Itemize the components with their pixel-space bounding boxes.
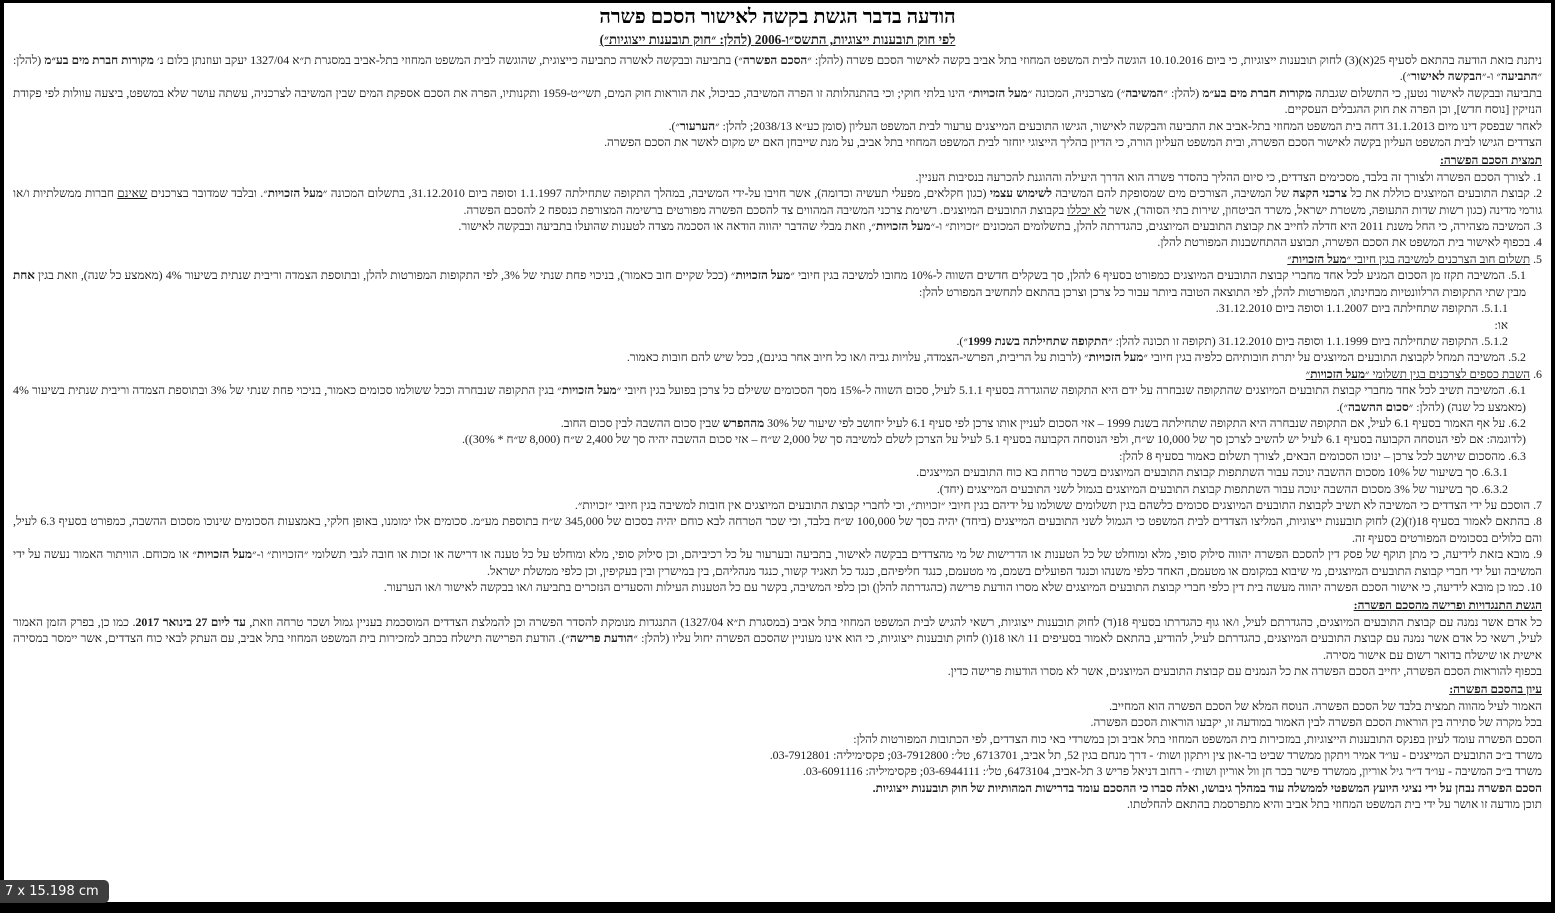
settlement-notice-document <box>4 3 1551 902</box>
list-item: 5.1.1. התקופה שתחילתה ביום 1.1.2007 וסופה ביום 31.12.2010. <box>1215 301 1508 316</box>
list-item: 10. כמו כן מובא לידיעה, כי אישור הסכם הפשרה יהווה מעשה בית דין כלפי חברי קבוצת התובעים המיוצגים שלא מסרו הודעת פרישה (כהגדרתה להלן) וכן כלפי המשיבה, בקשר עם כל הטענות העילות והסעדים הנזכרים בתביעה ו/או בבקשה לאישור ו/או הערעור. <box>383 580 1542 594</box>
item-number: 6. <box>1530 366 1542 381</box>
list-item: 5.2. המשיבה תמחל לקבוצת התובעים המיוצגים על יתרת חובותיהם כלפיה בגין חיובי ״מעל הזכויות״ (לרבות על הריבית, הפרשי-הצמדה, עלויות גביה ו/או כל חיוב אחר בגינם), ככל שיש להם חובות כאמור. <box>626 350 1526 365</box>
document-body <box>13 52 1542 813</box>
list-item: 6.2. על אף האמור בסעיף 6.1 לעיל, אם התקופה שנבחרה היא התקופה שתחילתה בשנת 1999 – אזי הסכום לעניין אותו צרכן לפי סעיף 6.1 לעיל יחושב לפי שיעור של 30% מההפרש שבין סכום ההשבה לבין סכום החוב. <box>560 415 1526 430</box>
paragraph: ניתנת בזאת הודעה בהתאם לסעיף 25(א)(3) לחוק תובענות ייצוגיות, כי ביום 10.10.2016 הוגשה לבית המשפט המחוזי בתל אביב בקשה לאישור הסכם פשרה (להלן: ״הסכם הפשרה״) בתביעה ובבקשה לאשרה כתביעה כייצוגית, שהוגשה לבית המשפט המחוזי בתל-אביב במסגרת ת״א 1327/04 יעקב ועוזנתן בלום נ׳ מקורות חברת מים בע״מ (להלן: ״התביעה״ ו-״הבקשה לאישור״). <box>13 53 1543 84</box>
item-number: 10. <box>1524 580 1542 594</box>
dimensions-tooltip-text: x 15.198 cm <box>17 884 99 899</box>
item-number: 6.1. <box>1505 383 1527 398</box>
item-number: 7. <box>1530 497 1542 512</box>
paragraph: הסכם הפשרה עומד לעיון בפנקס התובענות הייצוגיות, במזכירות בית המשפט המחוזי בתל אביב וכן במשרדי באי כוח הצדדים, לפי הכתובות המפורטות להלן: <box>853 731 1542 746</box>
item-number: 5.1.2. <box>1478 333 1508 348</box>
section-heading: עיון בהסכם הפשרה: <box>1449 682 1542 697</box>
list-item: 8. בהתאם לאמור בסעיף 18(ז)(2) לחוק תובענות ייצוגיות, המליצו הצדדים לבית המשפט כי הגמול לשני התובעים המייצגים (ביחד) יהיה בסך של 100,000 ש״ח בלבד, וכי שכר הטרחה לבא כוחם יהיה בסכום של 345,000 ש״ח בתוספת מע״מ. סכומים אלו ימומנו, באופן חלקי, באמצעות הסכומים שינוכו מסכום ההשבה, כמפורט בסעיף 6.3 לעיל, והם כלולים בסכומים המפורטים בסעיף זה. <box>13 514 1542 545</box>
item-number: 2. <box>1529 186 1543 201</box>
item-number: 6.3. <box>1505 448 1526 463</box>
list-item: 6.1. המשיבה תשיב לכל אחד מחברי קבוצת התובעים המיוצגים שהתקופה שנבחרה על ידם היא התקופה שהוגדרה בסעיף 5.1.1 לעיל, סכום השווה ל-15% מסך הסכומים ששילם כל צרכן בפועל בגין חיובי ״מעל הזכויות״ בגין התקופה שנבחרה וככל ששולמו סכומים כאמור, בניכוי פחת שנתי של 3% ובתוספת הצמדה וריבית שנתית בשיעור 4% (מאמצע כל שנה) (להלן: ״סכום ההשבה״). <box>13 383 1527 414</box>
paragraph: האמור לעיל מהווה תמצית בלבד של הסכם הפשרה. הנוסח המלא של הסכם הפשרה הוא המחייב. <box>1109 698 1542 713</box>
paragraph: תוכן מודעה זו אושר על ידי בית המשפט המחוזי בתל אביב והיא מתפרסמת בהתאם להחלטתו. <box>1126 797 1542 812</box>
list-item: 6.3. מהסכום שיושב לכל צרכן – ינוכו הסכומים הבאים, לצורך תשלום כאמור בסעיף 8 להלן: <box>1119 448 1526 463</box>
item-number: 6.3.1. <box>1478 465 1508 480</box>
paragraph: משרד ב״כ התובעים המייצגים - עו״ד אמיר ויתקון ממשרד שביט בר-און צין ויתקון ושות׳ - דרך מנחם בגין 52, תל אביב, 6713701, טל׳: ‪03-7912800‬; פקסימיליה: ‪03-7912801‬. <box>769 748 1542 763</box>
list-item: 9. מובא בזאת לידיעה, כי מתן תוקף של פסק דין להסכם הפשרה יהווה סילוק סופי, מלא ומוחלט של כל הטענות או הדרישות של מי מהצדדים בבקשה לאישור, בתביעה ובערעור על כל רכיביהם, וכן סילוק סופי, מלא ומוחלט על כל טענה או דרישה או זכות או חובה לגבי תשלומי ״הזכויות״ ו-״מעל הזכויות״ או מכוחם. הוויתור האמור נעשה על ידי המשיבה ועל ידי חברי קבוצת התובעים המיוצגים, מי שיבוא במקומם או מטעמם, האחד כלפי משנהו וכנגד הפועלים בשמם, מי מטעמם, כנגד חליפיהם, כנגד כל תאגיד קשור, כנגד מנהליהם, בין במישרין ובין בעקיפין, וכן כלפי ממשלת ישראל. <box>13 547 1543 578</box>
dimensions-tooltip-clipped-prefix: 7 <box>5 884 18 899</box>
list-item: 5.1.2. התקופה שתחילתה ביום 1.1.1999 וסופה ביום 31.12.2010 (תקופה זו תכונה להלן: ״התקופה שתחילתה בשנת 1999״). <box>956 333 1508 348</box>
item-number: 4. <box>1530 235 1542 250</box>
paragraph: הצדדים הגישו לבית המשפט העליון בקשה לאישור הסכם הפשרה, ובית המשפט העליון הורה, כי הדיון בהליך הייצוגי יוחזר לבית המשפט המחוזי בתל אביב, על מנת שייבחן האם יש מקום לאשר את הסכם הפשרה. <box>604 135 1542 150</box>
paragraph: בכל מקרה של סתירה בין הוראות הסכם הפשרה לבין האמור במודעה זו, יקבעו הוראות הסכם הפשרה. <box>1090 715 1542 730</box>
document-title: הודעה בדבר הגשת בקשה לאישור הסכם פשרה <box>599 6 956 28</box>
item-number: 5.1.1. <box>1478 301 1508 316</box>
paragraph: משרד ב״כ המשיבה - עו״ד ד״ר גיל אוריון, ממשרד פישר בכר חן וול אוריון ושות׳ - רחוב דניאל פריש 3 תל-אביב, 6473104, טל׳: ‪03-6944111‬; פקסימיליה: ‪03-6091116‬. <box>802 764 1542 779</box>
list-item: 7. הוסכם על ידי הצדדים כי המשיבה לא תשיב לקבוצת התובעים המיוצגים סכומים כלשהם בגין תשלומים ששולמו על ידיהם בגין חיובי ״זכויות״, וכי לחברי קבוצת התובעים המיוצגים אין חובות למשיבה בגין חיובי ״זכויות״. <box>574 497 1542 512</box>
section-heading: הגשת התנגדויות ופרישה מהסכם הפשרה: <box>1353 598 1542 613</box>
list-item: 5.1. המשיבה תקזז מן הסכום המגיע לכל אחד מחברי קבוצת התובעים המיוצגים כמפורט בסעיף 6 להלן, סך בשקלים חדשים השווה ל-10% מחובו למשיבה בגין חיובי ״מעל הזכויות״ (ככל שקיים חוב כאמור), בניכוי פחת שנתי של 3%, לפי התקופות המפורטות להלן, ובתוספת הצמדה וריבית שנתית בשיעור 4% (מאמצע כל שנה), וזאת בגין אחת מבין שתי התקופות הרלוונטיות מבחינתו, המפורטות להלן, לפי התוצאה הטובה ביותר עבור כל צרכן וצרכן בהתאם לתחשיב המפורט להלן: <box>13 268 1526 299</box>
item-number: 8. <box>1529 514 1542 529</box>
item-number: 5.2. <box>1505 350 1526 365</box>
paragraph: כל אדם אשר נמנה עם קבוצת התובעים המיוצגים, כהגדרתם לעיל, ו/או גוף כהגדרתו בסעיף 18(ד) לחוק תובענות ייצוגיות, רשאי להגיש לבית המשפט המחוזי בתל אביב (במסגרת ת״א 1327/04) התנגדות מנומקת להסדר הפשרה וכן להמלצת הצדדים המוסכמת בעניין גמול ושכר טרחה וזאת, עד ליום 27 בינואר 2017. כמו כן, בפרק הזמן האמור לעיל, רשאי כל אדם אשר נמנה עם קבוצת התובעים המיוצגים, כהגדרתם לעיל, להודיע, בהתאם לאמור בסעיפים 11 ו/או 18(ו) לחוק תובענות ייצוגיות, כי הוא אינו מעוניין שהסכם הפשרה יחול עליו (להלן: ״הודעת פרישה״). הודעת הפרישה תישלח בכתב למזכירות בית המשפט המחוזי בתל אביב, עם העתק לבאי כוח הצדדים, אשר יימסר במסירה אישית או שישלח בדואר רשום עם אישור מסירה. <box>13 614 1542 662</box>
item-number: 3. <box>1530 219 1542 234</box>
paragraph: (לדוגמה: אם לפי הנוסחה הקבועה בסעיף 6.1 לעיל יש להשיב לצרכן סך של 10,000 ש״ח, ולפי הנוסחה הקבועה בסעיף 5.1 לעיל על הצרכן לשלם למשיבה סך של 2,000 ש״ח – אזי סכום ההשבה יהיה סך של 2,400 ש״ח (8,000 ש״ח * 30%)). <box>461 432 1526 447</box>
list-item: 3. המשיבה מצהירה, כי החל משנת 2011 היא חדלה לחייב את קבוצת התובעים המיוצגים, כהגדרתה להלן, בתשלומים המכונים ״זכויות״ ו-״מעל הזכויות״, וזאת מבלי שהדבר יהווה הודאה או הסכמה מצדה לטענות שהועלו בתביעה ובבקשה לאישור. <box>458 219 1542 234</box>
list-item: 2. קבוצת התובעים המיוצגים כוללת את כל צרכני הקצה של המשיבה, הצורכים מים שמסופקת להם המשיבה לשימוש עצמי (כגון חקלאים, מפעלי תעשיה וכדומה), אשר חויבו על-ידי המשיבה, במהלך התקופה שתחילתה 1.1.1997 וסופה ביום 31.12.2010, בתשלום המכונה ״מעל הזכויות״. ובלבד שמדובר בצרכנים שאינם חברות ממשלתיות ו/או גורמי מדינה (כגון רשות שדות התעופה, משטרת ישראל, משרד הביטחון, שירות בתי הסוהר), אשר לא יכללו בקבוצת התובעים המיוצגים. רשימת צרכני המשיבה המהווים צד להסכם הפשרה מפורטים ברשימה המצורפת כנספח 2 להסכם הפשרה. <box>13 186 1543 217</box>
section-heading: תמצית הסכם הפשרה: <box>1439 153 1542 168</box>
list-item: 6. השבת כספים לצרכנים בגין תשלומי ״מעל הזכויות״ <box>1305 366 1542 381</box>
list-item: 6.3.1. סך בשיעור של 10% מסכום ההשבה ינוכה עבור השתתפות קבוצת התובעים המיוצגים בשכר טרחת בא כוח התובעים המייצגים. <box>916 465 1508 480</box>
item-number: 6.2. <box>1505 415 1526 430</box>
item-number: 6.3.2. <box>1478 481 1508 496</box>
paragraph: בתביעה ובבקשה לאישור נטען, כי התשלום שגבתה מקורות חברת מים בע״מ (להלן: ״המשיבה״) מצרכניה, המכונה ״מעל הזכויות״ הינו בלתי חוקי; וכי בהתנהלותה זו הפרה המשיבה, כביכול, את הוראות חוק המים, תשי״ט-1959 ותקנותיו, הפרה את הסכם אספקת המים שבין המשיבה לצרכניה, עשתה עושר שלא במשפט, ביצעה עוולות לפי פקודת הנזיקין [נוסח חדש], וכן הפרה את חוק ההגבלים העסקיים. <box>13 85 1542 117</box>
paragraph: בכפוף להוראות הסכם הפשרה, יחייב הסכם הפשרה את כל הנמנים עם קבוצת התובעים המיוצגים, אשר לא מסרו הודעות פרישה כדין. <box>947 664 1542 679</box>
list-item: 6.3.2. סך בשיעור של 3% מסכום ההשבה ינוכה עבור השתתפות קבוצת התובעים המיוצגים בגמול לשני התובעים המייצגים (יחד). <box>936 481 1508 496</box>
list-item: 1. לצורך הסכם הפשרה ולצורך זה בלבד, מסכימים הצדדים, כי סיום ההליך בהסדר פשרה הוא הדרך היעילה וההוגנת להכרעה בנסיבות העניין. <box>915 169 1542 184</box>
item-number: 5. <box>1530 251 1542 266</box>
item-number: 1. <box>1530 169 1542 184</box>
item-number: 5.1. <box>1505 268 1526 283</box>
document-subtitle: לפי חוק תובענות ייצוגיות, התשס״ו-2006 (להלן: ״חוק תובענות ייצוגיות״) <box>599 32 956 47</box>
paragraph: לאחר שבפסק דינו מיום 31.1.2013 דחה בית המשפט המחוזי בתל-אביב את התביעה והבקשה לאישור, הגישו התובעים המייצגים ערעור לבית המשפט העליון (סומן כע״א 2038/13; להלן: ״הערעור״). <box>668 118 1542 133</box>
paragraph: או: <box>1494 317 1508 332</box>
item-number: 9. <box>1529 547 1543 562</box>
list-item: 5. תשלום חוב הצרכנים למשיבה בגין חיובי ״מעל הזכויות״ <box>1287 251 1542 266</box>
list-item: 4. בכפוף לאישור בית המשפט את הסכם הפשרה, תבוצע ההתחשבנות המפורטת להלן. <box>1157 235 1542 250</box>
dimensions-tooltip <box>0 880 109 903</box>
paragraph: הסכם הפשרה נבחן על ידי נציגי היועץ המשפטי לממשלה עוד במהלך גיבושו, ואלה סברו כי ההסכם עומד בדרישות המהותיות של חוק תובענות ייצוגיות. <box>872 780 1542 795</box>
